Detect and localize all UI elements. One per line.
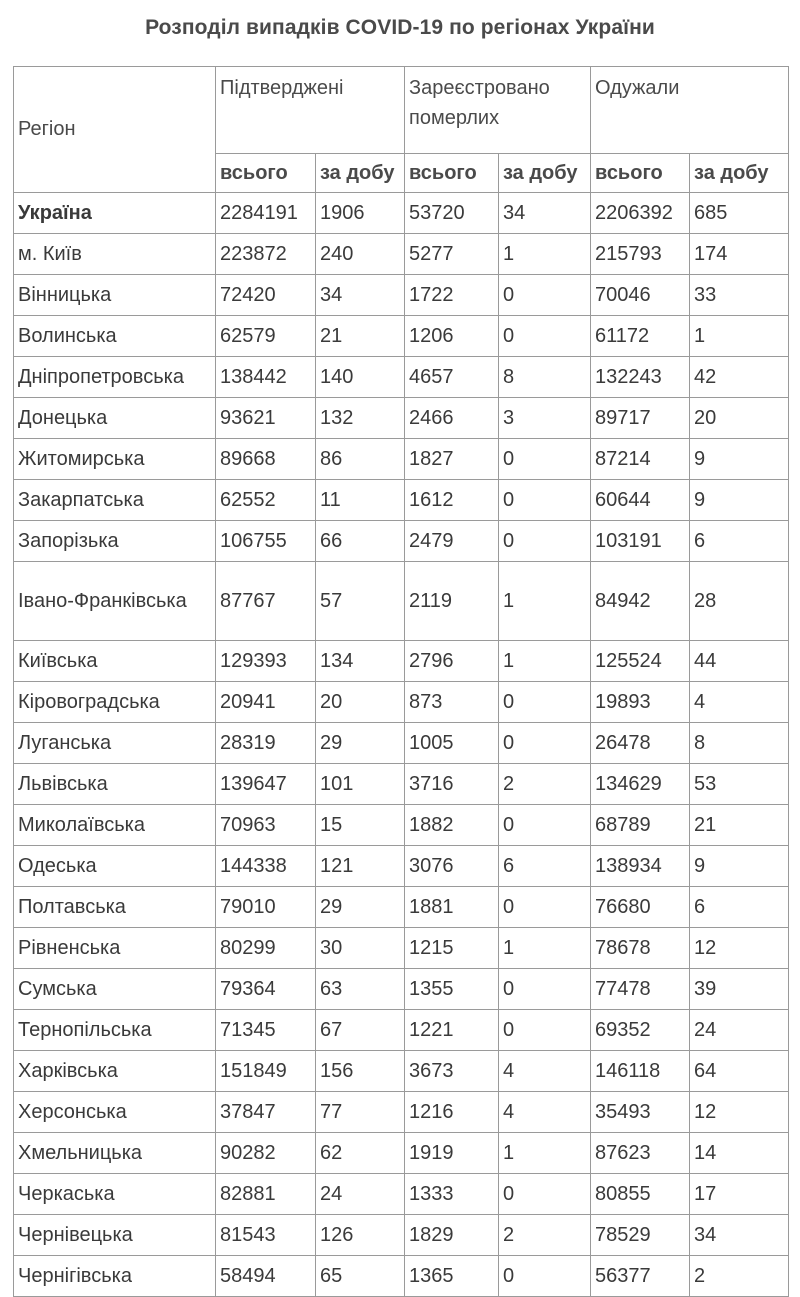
region-name: Запорізька xyxy=(14,521,216,562)
covid-regions-table xyxy=(13,66,789,1297)
table-row xyxy=(14,846,789,887)
recovered-total-cell: 89717 xyxy=(591,398,690,439)
deaths-daily-cell: 0 xyxy=(499,805,591,846)
recovered-total-cell: 2206392 xyxy=(591,193,690,234)
confirmed-total-cell: 151849 xyxy=(216,1051,316,1092)
table-row xyxy=(14,928,789,969)
confirmed-total-cell: 62552 xyxy=(216,480,316,521)
recovered-daily-cell: 53 xyxy=(690,764,789,805)
recovered-total-cell: 87623 xyxy=(591,1133,690,1174)
table-row xyxy=(14,1215,789,1256)
recovered-daily-cell: 6 xyxy=(690,887,789,928)
deaths-total-cell: 53720 xyxy=(405,193,499,234)
deaths-total-cell: 1215 xyxy=(405,928,499,969)
deaths-daily-cell: 4 xyxy=(499,1092,591,1133)
table-row xyxy=(14,480,789,521)
deaths-daily-cell: 8 xyxy=(499,357,591,398)
recovered-daily-cell: 9 xyxy=(690,439,789,480)
deaths-daily-cell: 1 xyxy=(499,1133,591,1174)
header-deaths-total: всього xyxy=(405,154,499,193)
header-confirmed-daily: за добу xyxy=(316,154,405,193)
region-name: Рівненська xyxy=(14,928,216,969)
deaths-total-cell: 1827 xyxy=(405,439,499,480)
deaths-daily-cell: 2 xyxy=(499,1215,591,1256)
deaths-total-cell: 1882 xyxy=(405,805,499,846)
deaths-total-cell: 4657 xyxy=(405,357,499,398)
header-region: Регіон xyxy=(14,67,216,193)
deaths-total-cell: 1881 xyxy=(405,887,499,928)
confirmed-total-cell: 37847 xyxy=(216,1092,316,1133)
table-row xyxy=(14,439,789,480)
recovered-total-cell: 68789 xyxy=(591,805,690,846)
table-row xyxy=(14,1256,789,1297)
header-confirmed-total: всього xyxy=(216,154,316,193)
table-row xyxy=(14,764,789,805)
recovered-total-cell: 61172 xyxy=(591,316,690,357)
recovered-total-cell: 84942 xyxy=(591,562,690,641)
page-title: Розподіл випадків COVID-19 по регіонах України xyxy=(145,16,655,39)
region-name: Україна xyxy=(14,193,216,234)
table-row xyxy=(14,562,789,641)
deaths-daily-cell: 0 xyxy=(499,480,591,521)
deaths-daily-cell: 0 xyxy=(499,316,591,357)
region-name: Донецька xyxy=(14,398,216,439)
deaths-daily-cell: 0 xyxy=(499,1010,591,1051)
table-row xyxy=(14,969,789,1010)
recovered-daily-cell: 1 xyxy=(690,316,789,357)
region-name: м. Київ xyxy=(14,234,216,275)
confirmed-daily-cell: 15 xyxy=(316,805,405,846)
recovered-daily-cell: 33 xyxy=(690,275,789,316)
confirmed-daily-cell: 29 xyxy=(316,723,405,764)
confirmed-total-cell: 81543 xyxy=(216,1215,316,1256)
deaths-total-cell: 3716 xyxy=(405,764,499,805)
recovered-daily-cell: 28 xyxy=(690,562,789,641)
table-row xyxy=(14,521,789,562)
region-name: Хмельницька xyxy=(14,1133,216,1174)
confirmed-total-cell: 87767 xyxy=(216,562,316,641)
deaths-total-cell: 873 xyxy=(405,682,499,723)
confirmed-daily-cell: 66 xyxy=(316,521,405,562)
recovered-total-cell: 70046 xyxy=(591,275,690,316)
recovered-daily-cell: 12 xyxy=(690,1092,789,1133)
deaths-total-cell: 2119 xyxy=(405,562,499,641)
table-row xyxy=(14,316,789,357)
deaths-total-cell: 1722 xyxy=(405,275,499,316)
confirmed-daily-cell: 62 xyxy=(316,1133,405,1174)
deaths-daily-cell: 3 xyxy=(499,398,591,439)
confirmed-total-cell: 79364 xyxy=(216,969,316,1010)
deaths-daily-cell: 0 xyxy=(499,969,591,1010)
region-name: Одеська xyxy=(14,846,216,887)
deaths-total-cell: 1612 xyxy=(405,480,499,521)
confirmed-total-cell: 82881 xyxy=(216,1174,316,1215)
confirmed-daily-cell: 132 xyxy=(316,398,405,439)
deaths-daily-cell: 0 xyxy=(499,275,591,316)
confirmed-total-cell: 223872 xyxy=(216,234,316,275)
region-name: Івано-Франківська xyxy=(14,562,216,641)
confirmed-daily-cell: 63 xyxy=(316,969,405,1010)
confirmed-daily-cell: 134 xyxy=(316,641,405,682)
header-recovered-total: всього xyxy=(591,154,690,193)
recovered-total-cell: 76680 xyxy=(591,887,690,928)
table-header-row-groups xyxy=(14,67,789,154)
confirmed-daily-cell: 67 xyxy=(316,1010,405,1051)
recovered-total-cell: 78678 xyxy=(591,928,690,969)
confirmed-daily-cell: 1906 xyxy=(316,193,405,234)
deaths-total-cell: 1005 xyxy=(405,723,499,764)
confirmed-total-cell: 106755 xyxy=(216,521,316,562)
header-deaths: Зареєстровано померлих xyxy=(405,67,591,154)
deaths-total-cell: 1919 xyxy=(405,1133,499,1174)
recovered-daily-cell: 2 xyxy=(690,1256,789,1297)
recovered-daily-cell: 24 xyxy=(690,1010,789,1051)
confirmed-daily-cell: 101 xyxy=(316,764,405,805)
recovered-daily-cell: 14 xyxy=(690,1133,789,1174)
confirmed-daily-cell: 34 xyxy=(316,275,405,316)
deaths-total-cell: 1365 xyxy=(405,1256,499,1297)
deaths-total-cell: 1355 xyxy=(405,969,499,1010)
deaths-total-cell: 1216 xyxy=(405,1092,499,1133)
table-row xyxy=(14,1010,789,1051)
region-name: Житомирська xyxy=(14,439,216,480)
recovered-total-cell: 132243 xyxy=(591,357,690,398)
recovered-total-cell: 19893 xyxy=(591,682,690,723)
deaths-total-cell: 5277 xyxy=(405,234,499,275)
recovered-total-cell: 77478 xyxy=(591,969,690,1010)
recovered-total-cell: 103191 xyxy=(591,521,690,562)
deaths-total-cell: 1221 xyxy=(405,1010,499,1051)
region-name: Київська xyxy=(14,641,216,682)
confirmed-total-cell: 138442 xyxy=(216,357,316,398)
recovered-total-cell: 87214 xyxy=(591,439,690,480)
recovered-total-cell: 125524 xyxy=(591,641,690,682)
region-name: Вінницька xyxy=(14,275,216,316)
table-row xyxy=(14,1092,789,1133)
recovered-daily-cell: 174 xyxy=(690,234,789,275)
confirmed-daily-cell: 11 xyxy=(316,480,405,521)
recovered-daily-cell: 64 xyxy=(690,1051,789,1092)
recovered-total-cell: 35493 xyxy=(591,1092,690,1133)
deaths-total-cell: 3673 xyxy=(405,1051,499,1092)
region-name: Харківська xyxy=(14,1051,216,1092)
region-name: Дніпропетровська xyxy=(14,357,216,398)
deaths-total-cell: 3076 xyxy=(405,846,499,887)
deaths-daily-cell: 4 xyxy=(499,1051,591,1092)
deaths-daily-cell: 0 xyxy=(499,682,591,723)
table-row xyxy=(14,357,789,398)
table-row xyxy=(14,887,789,928)
deaths-daily-cell: 0 xyxy=(499,887,591,928)
recovered-total-cell: 26478 xyxy=(591,723,690,764)
confirmed-total-cell: 72420 xyxy=(216,275,316,316)
table-row xyxy=(14,641,789,682)
deaths-daily-cell: 1 xyxy=(499,641,591,682)
region-name: Львівська xyxy=(14,764,216,805)
deaths-total-cell: 2796 xyxy=(405,641,499,682)
table-row xyxy=(14,234,789,275)
table-body xyxy=(14,193,789,1297)
recovered-daily-cell: 34 xyxy=(690,1215,789,1256)
confirmed-total-cell: 129393 xyxy=(216,641,316,682)
deaths-total-cell: 1206 xyxy=(405,316,499,357)
confirmed-daily-cell: 30 xyxy=(316,928,405,969)
confirmed-daily-cell: 20 xyxy=(316,682,405,723)
deaths-daily-cell: 0 xyxy=(499,723,591,764)
deaths-total-cell: 1829 xyxy=(405,1215,499,1256)
region-name: Сумська xyxy=(14,969,216,1010)
table-row xyxy=(14,805,789,846)
deaths-daily-cell: 0 xyxy=(499,521,591,562)
region-name: Чернівецька xyxy=(14,1215,216,1256)
table-row xyxy=(14,682,789,723)
confirmed-daily-cell: 140 xyxy=(316,357,405,398)
recovered-daily-cell: 6 xyxy=(690,521,789,562)
deaths-daily-cell: 1 xyxy=(499,234,591,275)
recovered-total-cell: 69352 xyxy=(591,1010,690,1051)
recovered-daily-cell: 9 xyxy=(690,480,789,521)
region-name: Волинська xyxy=(14,316,216,357)
confirmed-total-cell: 70963 xyxy=(216,805,316,846)
deaths-daily-cell: 0 xyxy=(499,1256,591,1297)
deaths-daily-cell: 34 xyxy=(499,193,591,234)
confirmed-total-cell: 139647 xyxy=(216,764,316,805)
deaths-total-cell: 1333 xyxy=(405,1174,499,1215)
recovered-total-cell: 78529 xyxy=(591,1215,690,1256)
confirmed-daily-cell: 126 xyxy=(316,1215,405,1256)
deaths-daily-cell: 2 xyxy=(499,764,591,805)
confirmed-total-cell: 62579 xyxy=(216,316,316,357)
confirmed-total-cell: 2284191 xyxy=(216,193,316,234)
confirmed-total-cell: 93621 xyxy=(216,398,316,439)
region-name: Черкаська xyxy=(14,1174,216,1215)
table-row xyxy=(14,723,789,764)
region-name: Чернігівська xyxy=(14,1256,216,1297)
recovered-daily-cell: 12 xyxy=(690,928,789,969)
deaths-total-cell: 2466 xyxy=(405,398,499,439)
recovered-total-cell: 80855 xyxy=(591,1174,690,1215)
region-name: Полтавська xyxy=(14,887,216,928)
deaths-daily-cell: 6 xyxy=(499,846,591,887)
recovered-total-cell: 215793 xyxy=(591,234,690,275)
deaths-total-cell: 2479 xyxy=(405,521,499,562)
confirmed-total-cell: 89668 xyxy=(216,439,316,480)
recovered-daily-cell: 39 xyxy=(690,969,789,1010)
recovered-daily-cell: 17 xyxy=(690,1174,789,1215)
confirmed-daily-cell: 57 xyxy=(316,562,405,641)
confirmed-daily-cell: 77 xyxy=(316,1092,405,1133)
confirmed-total-cell: 90282 xyxy=(216,1133,316,1174)
recovered-daily-cell: 21 xyxy=(690,805,789,846)
confirmed-total-cell: 80299 xyxy=(216,928,316,969)
confirmed-total-cell: 144338 xyxy=(216,846,316,887)
recovered-daily-cell: 9 xyxy=(690,846,789,887)
table-row xyxy=(14,1133,789,1174)
deaths-daily-cell: 1 xyxy=(499,928,591,969)
header-recovered-daily: за добу xyxy=(690,154,789,193)
recovered-daily-cell: 4 xyxy=(690,682,789,723)
header-confirmed: Підтверджені xyxy=(216,67,405,154)
recovered-daily-cell: 685 xyxy=(690,193,789,234)
table-row xyxy=(14,193,789,234)
confirmed-daily-cell: 156 xyxy=(316,1051,405,1092)
header-deaths-daily: за добу xyxy=(499,154,591,193)
recovered-daily-cell: 8 xyxy=(690,723,789,764)
region-name: Закарпатська xyxy=(14,480,216,521)
confirmed-total-cell: 58494 xyxy=(216,1256,316,1297)
table-row xyxy=(14,1051,789,1092)
header-recovered: Одужали xyxy=(591,67,789,154)
region-name: Тернопільська xyxy=(14,1010,216,1051)
confirmed-daily-cell: 86 xyxy=(316,439,405,480)
region-name: Кіровоградська xyxy=(14,682,216,723)
table-row xyxy=(14,398,789,439)
confirmed-total-cell: 20941 xyxy=(216,682,316,723)
region-name: Луганська xyxy=(14,723,216,764)
table-row xyxy=(14,1174,789,1215)
confirmed-daily-cell: 29 xyxy=(316,887,405,928)
recovered-daily-cell: 20 xyxy=(690,398,789,439)
confirmed-total-cell: 71345 xyxy=(216,1010,316,1051)
recovered-daily-cell: 44 xyxy=(690,641,789,682)
deaths-daily-cell: 1 xyxy=(499,562,591,641)
recovered-daily-cell: 42 xyxy=(690,357,789,398)
confirmed-total-cell: 28319 xyxy=(216,723,316,764)
confirmed-total-cell: 79010 xyxy=(216,887,316,928)
recovered-total-cell: 56377 xyxy=(591,1256,690,1297)
confirmed-daily-cell: 121 xyxy=(316,846,405,887)
confirmed-daily-cell: 240 xyxy=(316,234,405,275)
recovered-total-cell: 60644 xyxy=(591,480,690,521)
table-row xyxy=(14,275,789,316)
recovered-total-cell: 138934 xyxy=(591,846,690,887)
confirmed-daily-cell: 65 xyxy=(316,1256,405,1297)
confirmed-daily-cell: 24 xyxy=(316,1174,405,1215)
recovered-total-cell: 134629 xyxy=(591,764,690,805)
region-name: Херсонська xyxy=(14,1092,216,1133)
region-name: Миколаївська xyxy=(14,805,216,846)
confirmed-daily-cell: 21 xyxy=(316,316,405,357)
deaths-daily-cell: 0 xyxy=(499,1174,591,1215)
recovered-total-cell: 146118 xyxy=(591,1051,690,1092)
deaths-daily-cell: 0 xyxy=(499,439,591,480)
